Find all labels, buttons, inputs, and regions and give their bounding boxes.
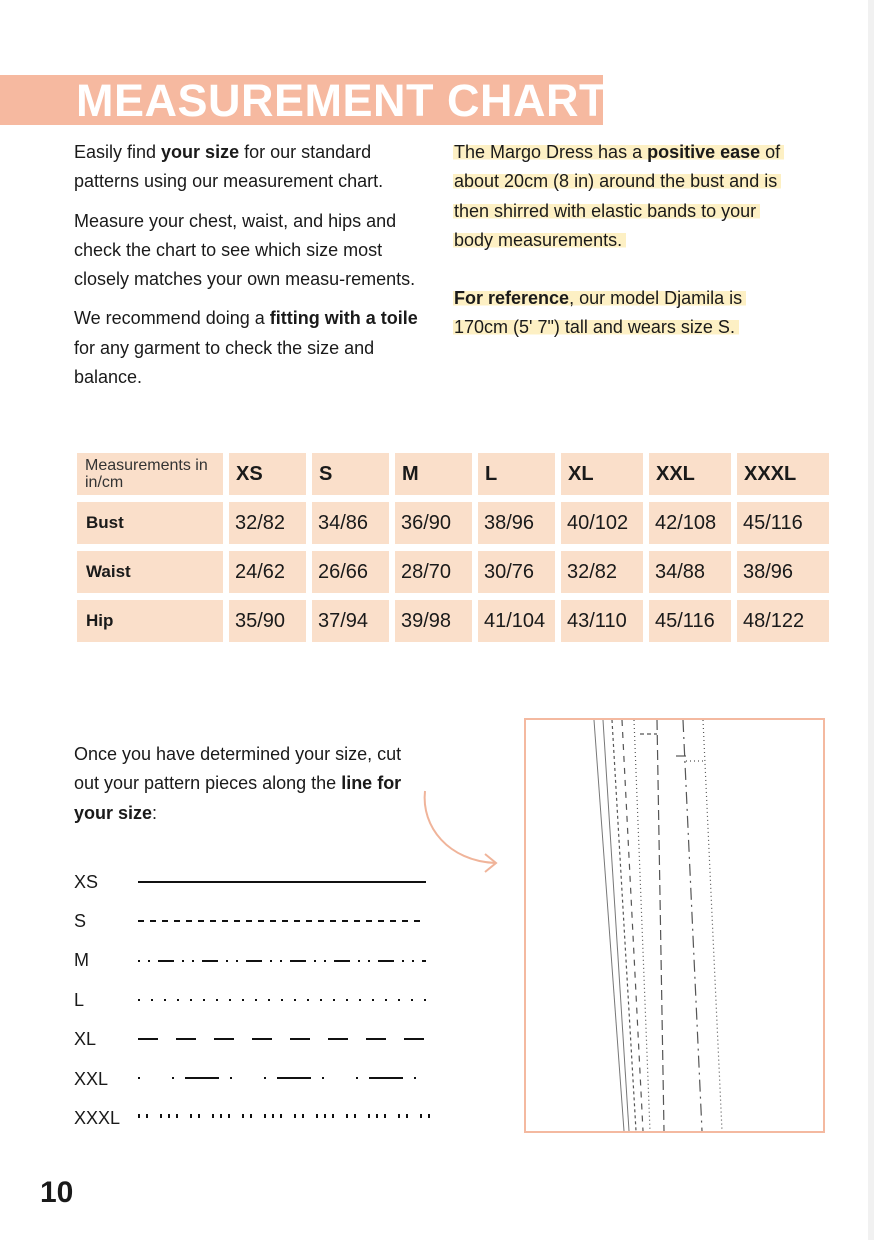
ease-note: The Margo Dress has a positive ease of about 20cm (8 in) around the bust and is then shirred with elastic bands to your body measurements. xyxy=(453,138,798,255)
table-cell: 38/96 xyxy=(737,551,829,593)
table-cell: 32/82 xyxy=(561,551,643,593)
pattern-illustration xyxy=(524,718,825,1133)
intro-left-column xyxy=(74,138,429,402)
size-header: XS xyxy=(229,453,306,495)
table-cell: 40/102 xyxy=(561,502,643,544)
table-cell: 34/86 xyxy=(312,502,389,544)
table-cell: 26/66 xyxy=(312,551,389,593)
measurement-table xyxy=(71,446,835,649)
intro-paragraph-3: We recommend doing a fitting with a toile for any garment to check the size and balance. xyxy=(74,308,418,388)
page-title: MEASUREMENT CHART xyxy=(76,75,607,126)
table-cell: 36/90 xyxy=(395,502,472,544)
legend-label-xs: XS xyxy=(74,872,99,892)
corner-label: Measurements in in/cm xyxy=(77,453,223,495)
intro-paragraph-1: Easily find your size for our standard patterns using our measurement chart. xyxy=(74,142,384,192)
legend-label-xxxl: XXXL xyxy=(74,1108,121,1128)
pattern-lines xyxy=(526,720,823,1131)
intro-paragraph-2: Measure your chest, waist, and hips and check the chart to see which size most closely matches your own measu-rements. xyxy=(74,210,416,290)
size-header: XXL xyxy=(649,453,731,495)
size-header: S xyxy=(312,453,389,495)
page-edge xyxy=(868,0,874,1240)
row-label: Hip xyxy=(77,600,223,642)
table-cell: 38/96 xyxy=(478,502,555,544)
cut-line-legend xyxy=(130,860,435,1125)
table-row-hip xyxy=(77,600,829,642)
row-label: Waist xyxy=(77,551,223,593)
legend-label-m: M xyxy=(74,950,89,970)
size-header: M xyxy=(395,453,472,495)
table-cell: 24/62 xyxy=(229,551,306,593)
legend-label-s: S xyxy=(74,911,87,931)
legend-label-l: L xyxy=(74,990,85,1010)
table-header-row xyxy=(77,453,829,495)
size-header: XL xyxy=(561,453,643,495)
table-cell: 43/110 xyxy=(561,600,643,642)
curved-arrow-icon xyxy=(415,785,505,875)
table-cell: 41/104 xyxy=(478,600,555,642)
table-cell: 32/82 xyxy=(229,502,306,544)
table-row-bust xyxy=(77,502,829,544)
size-header: L xyxy=(478,453,555,495)
table-cell: 42/108 xyxy=(649,502,731,544)
table-cell: 28/70 xyxy=(395,551,472,593)
size-header: XXXL xyxy=(737,453,829,495)
table-cell: 34/88 xyxy=(649,551,731,593)
table-cell: 45/116 xyxy=(737,502,829,544)
legend-label-xxl: XXL xyxy=(74,1069,109,1089)
table-cell: 48/122 xyxy=(737,600,829,642)
legend-label-xl: XL xyxy=(74,1029,97,1049)
model-reference-note: For reference, our model Djamila is 170cm (5' 7") tall and wears size S. xyxy=(453,284,798,343)
intro-right-column xyxy=(453,138,798,343)
table-cell: 30/76 xyxy=(478,551,555,593)
table-cell: 39/98 xyxy=(395,600,472,642)
row-label: Bust xyxy=(77,502,223,544)
table-cell: 45/116 xyxy=(649,600,731,642)
page-number: 10 xyxy=(40,1176,74,1209)
cut-instructions: Once you have determined your size, cut out your pattern pieces along the line for your size: xyxy=(74,744,402,823)
table-cell: 37/94 xyxy=(312,600,389,642)
table-cell: 35/90 xyxy=(229,600,306,642)
table-row-waist xyxy=(77,551,829,593)
